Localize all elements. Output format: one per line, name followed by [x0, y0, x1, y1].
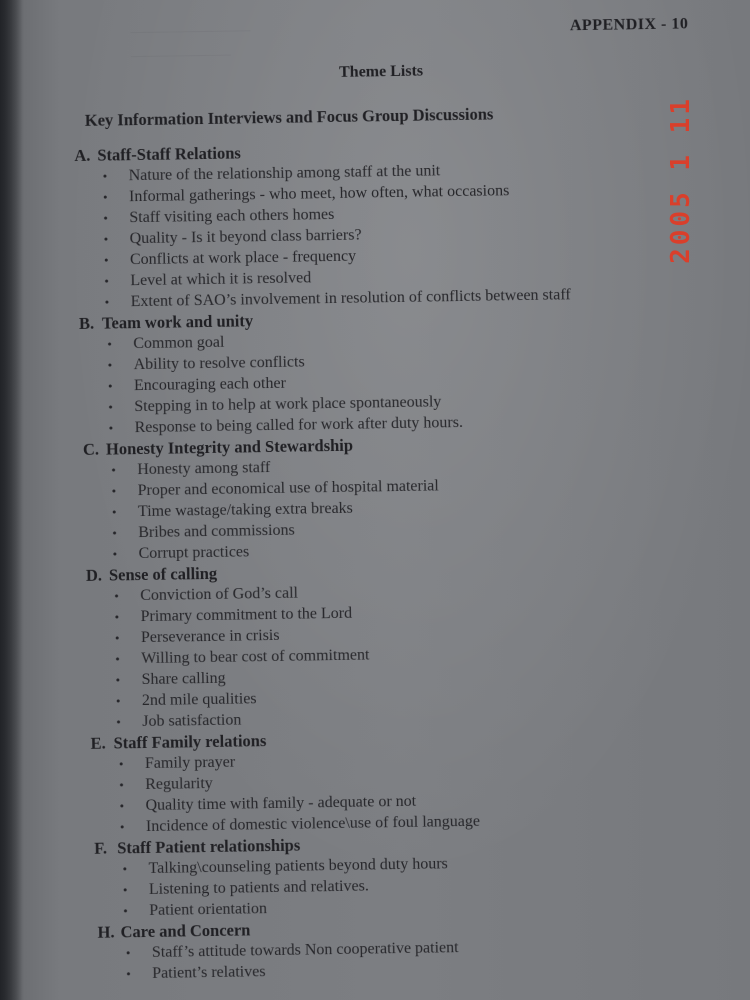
- bullet-icon: •: [103, 210, 109, 226]
- section-items: [86, 576, 723, 733]
- list-item-text: Bribes and commissions: [138, 521, 295, 542]
- list-item-text: Listening to patients and relatives.: [148, 877, 369, 898]
- bullet-icon: •: [115, 693, 121, 709]
- bullet-icon: •: [103, 231, 109, 247]
- section: [97, 912, 727, 985]
- show-through-text: [130, 14, 250, 33]
- list-item-text: Nature of the relationship among staff at the unit: [128, 162, 441, 185]
- list-item-text: Level at which it is resolved: [130, 269, 312, 290]
- section-title: Care and Concern: [120, 920, 251, 942]
- bullet-icon: •: [126, 966, 131, 982]
- section-letter: A.: [74, 145, 91, 166]
- section: [94, 828, 726, 922]
- list-item-text: Proper and economical use of hospital material: [137, 477, 439, 500]
- bullet-icon: •: [111, 504, 117, 520]
- bullet-icon: •: [103, 252, 109, 268]
- bullet-icon: •: [102, 168, 108, 184]
- list-item-text: Talking\counseling patients beyond duty hours: [148, 855, 448, 877]
- bullet-icon: •: [104, 273, 110, 289]
- section-title: Staff-Staff Relations: [97, 143, 241, 165]
- section: [90, 723, 725, 838]
- list-item-text: 2nd mile qualities: [141, 690, 257, 710]
- list-item-text: Staff’s attitude towards Non cooperative patient: [151, 939, 459, 961]
- bullet-icon: •: [108, 399, 113, 415]
- section-title: Honesty Integrity and Stewardship: [105, 435, 354, 459]
- section-title: Staff Family relations: [113, 731, 267, 753]
- bullet-icon: •: [104, 294, 110, 310]
- list-item-text: Ability to resolve conflicts: [133, 353, 305, 374]
- bullet-icon: •: [118, 756, 124, 772]
- list-item-text: Response to being called for work after duty hours.: [134, 413, 464, 437]
- bullet-icon: •: [115, 651, 120, 667]
- bullet-icon: •: [108, 420, 114, 436]
- list-item-text: Quality - Is it beyond class barriers?: [129, 226, 362, 248]
- list-item-text: Time wastage/taking extra breaks: [137, 499, 353, 521]
- section-title: Sense of calling: [108, 563, 218, 585]
- section-letter: C.: [82, 439, 100, 459]
- bullet-icon: •: [107, 378, 113, 394]
- show-through-text: [131, 39, 231, 58]
- bullet-icon: •: [102, 189, 108, 205]
- list-item-text: Stepping in to help at work place spontaneously: [134, 393, 442, 416]
- appendix-label: APPENDIX - 10: [569, 15, 689, 35]
- bullet-icon: •: [114, 588, 119, 604]
- section-letter: F.: [94, 838, 108, 858]
- bullet-icon: •: [112, 525, 117, 541]
- section-items: [83, 450, 721, 565]
- section-letter: B.: [78, 313, 95, 333]
- list-item-text: Honesty among staff: [137, 459, 271, 479]
- bullet-icon: •: [114, 630, 120, 646]
- section-title: Staff Patient relationships: [117, 835, 301, 858]
- section: [83, 429, 721, 565]
- section-letter: E.: [90, 733, 106, 753]
- list-item-text: Regularity: [145, 774, 213, 794]
- list-item-text: Patient’s relatives: [152, 963, 266, 982]
- page-subtitle: Key Information Interviews and Focus Group Discussions: [84, 104, 494, 130]
- list-item-text: Primary commitment to the Lord: [140, 604, 353, 626]
- list-item-text: Patient orientation: [149, 900, 268, 919]
- bullet-icon: •: [114, 609, 120, 625]
- section-letter: D.: [85, 565, 103, 585]
- bullet-icon: •: [123, 903, 128, 919]
- theme-sections: [74, 135, 727, 985]
- list-item-text: Family prayer: [144, 753, 236, 773]
- list-item-text: Staff visiting each others homes: [129, 205, 335, 227]
- list-item-text: Extent of SAO’s involvement in resolution of conflicts between staff: [130, 286, 571, 311]
- page-title: Theme Lists: [338, 62, 424, 81]
- bullet-icon: •: [107, 357, 113, 373]
- bullet-icon: •: [111, 483, 117, 499]
- section: [74, 135, 717, 313]
- bullet-icon: •: [107, 336, 113, 352]
- section-items: [79, 324, 719, 439]
- section-items: [98, 933, 728, 985]
- bullet-icon: •: [112, 546, 118, 562]
- list-item-text: Corrupt practices: [138, 543, 250, 563]
- list-item-text: Common goal: [133, 333, 225, 353]
- document-page: [10, 0, 750, 1000]
- bullet-icon: •: [119, 819, 125, 835]
- bullet-icon: •: [122, 861, 128, 877]
- list-item-text: Informal gatherings - who meet, how often, what occasions: [128, 182, 510, 206]
- section-title: Team work and unity: [101, 311, 254, 333]
- list-item-text: Incidence of domestic violence\use of foul language: [145, 812, 481, 835]
- section-items: [94, 849, 726, 922]
- bullet-icon: •: [111, 462, 116, 478]
- section-items: [91, 744, 725, 838]
- date-stamp: 2005 1 11: [666, 96, 696, 264]
- bullet-icon: •: [119, 777, 124, 793]
- list-item-text: Willing to bear cost of commitment: [141, 646, 370, 668]
- section: [86, 555, 724, 733]
- section-letter: H.: [97, 922, 115, 942]
- list-item-text: Perseverance in crisis: [140, 626, 280, 647]
- section-items: [75, 156, 717, 313]
- bullet-icon: •: [116, 714, 121, 730]
- bullet-icon: •: [115, 672, 121, 688]
- list-item-text: Quality time with family - adequate or not: [145, 792, 417, 814]
- list-item-text: Conviction of God’s call: [140, 584, 299, 605]
- bullet-icon: •: [122, 882, 128, 898]
- list-item-text: Conflicts at work place - frequency: [129, 247, 357, 269]
- list-item-text: Share calling: [141, 669, 226, 689]
- list-item-text: Encouraging each other: [133, 374, 287, 395]
- bullet-icon: •: [125, 945, 131, 961]
- section: [79, 303, 719, 439]
- bullet-icon: •: [119, 798, 125, 814]
- list-item-text: Job satisfaction: [142, 711, 242, 731]
